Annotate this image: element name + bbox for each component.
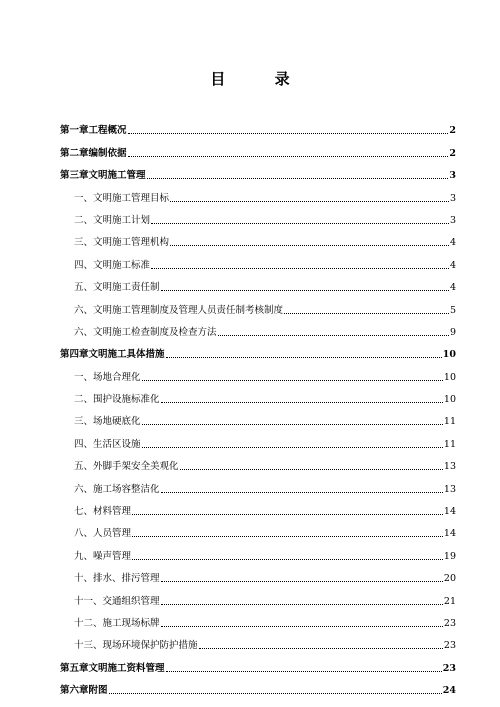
toc-entry-label: 一、场地合理化: [74, 371, 141, 383]
toc-section-entry[interactable]: [60, 248, 456, 270]
toc-page-number: 3: [449, 214, 456, 226]
toc-dot-leader: [170, 201, 449, 202]
toc-page-number: 14: [443, 506, 456, 518]
toc-dot-leader: [109, 693, 442, 694]
toc-entry-label: 六、施工场容整洁化: [74, 483, 160, 495]
toc-dot-leader: [142, 380, 443, 381]
toc-dot-leader: [142, 424, 443, 425]
toc-page-number: 5: [449, 304, 456, 316]
toc-entry-label: 五、外脚手架安全美观化: [74, 461, 179, 473]
toc-dot-leader: [161, 581, 443, 582]
toc-page-number: 11: [443, 416, 456, 428]
toc-entry-label: 八、人员管理: [74, 528, 132, 540]
toc-page-number: 13: [443, 483, 456, 495]
toc-page-number: 10: [443, 371, 456, 383]
toc-section-entry[interactable]: [60, 316, 456, 338]
toc-section-entry[interactable]: [60, 472, 456, 494]
toc-section-entry[interactable]: [60, 629, 456, 651]
toc-section-entry[interactable]: [60, 495, 456, 517]
toc-page-number: 23: [442, 662, 456, 674]
toc-page-number: 4: [449, 237, 456, 249]
toc-entry-label: 第三章文明施工管理: [60, 170, 146, 182]
toc-section-entry[interactable]: [60, 405, 456, 427]
toc-section-entry[interactable]: [60, 427, 456, 449]
toc-dot-leader: [218, 335, 449, 336]
toc-dot-leader: [166, 357, 442, 358]
toc-chapter-entry[interactable]: [60, 114, 456, 136]
toc-section-entry[interactable]: [60, 584, 456, 606]
toc-entry-label: 七、材料管理: [74, 506, 132, 518]
toc-section-entry[interactable]: [60, 562, 456, 584]
toc-section-entry[interactable]: [60, 271, 456, 293]
toc-page-number: 13: [443, 461, 456, 473]
toc-page-number: 4: [449, 282, 456, 294]
toc-page-number: 3: [449, 192, 456, 204]
toc-dot-leader: [161, 604, 443, 605]
toc-entry-label: 第二章编制依据: [60, 147, 127, 159]
toc-dot-leader: [151, 268, 449, 269]
toc-page-number: 9: [449, 326, 456, 338]
toc-section-entry[interactable]: [60, 383, 456, 405]
toc-dot-leader: [147, 178, 449, 179]
toc-entry-label: 二、围护设施标准化: [74, 394, 160, 406]
toc-entry-label: 第六章附图: [60, 685, 108, 697]
toc-dot-leader: [166, 671, 442, 672]
toc-page-number: 14: [443, 528, 456, 540]
toc-dot-leader: [132, 536, 443, 537]
toc-dot-leader: [128, 156, 449, 157]
toc-dot-leader: [128, 133, 449, 134]
toc-entry-label: 九、噪声管理: [74, 550, 132, 562]
toc-entry-label: 十三、现场环境保护防护措施: [74, 640, 198, 652]
toc-page-number: 4: [449, 259, 456, 271]
toc-section-entry[interactable]: [60, 360, 456, 382]
toc-chapter-entry[interactable]: [60, 674, 456, 696]
toc-page-number: 11: [443, 438, 456, 450]
toc-chapter-entry[interactable]: [60, 159, 456, 181]
toc-section-entry[interactable]: [60, 293, 456, 315]
toc-dot-leader: [180, 469, 443, 470]
toc-dot-leader: [161, 402, 443, 403]
toc-section-entry[interactable]: [60, 539, 456, 561]
toc-dot-leader: [151, 223, 449, 224]
toc-section-entry[interactable]: [60, 607, 456, 629]
toc-entry-label: 四、生活区设施: [74, 438, 141, 450]
toc-section-entry[interactable]: [60, 204, 456, 226]
toc-section-entry[interactable]: [60, 226, 456, 248]
toc-entry-label: 六、文明施工检查制度及检查方法: [74, 326, 217, 338]
toc-chapter-entry[interactable]: [60, 136, 456, 158]
toc-dot-leader: [199, 648, 443, 649]
toc-entry-label: 六、文明施工管理制度及管理人员责任制考核制度: [74, 304, 284, 316]
toc-chapter-entry[interactable]: [60, 338, 456, 360]
toc-dot-leader: [132, 559, 443, 560]
toc-entry-label: 二、文明施工计划: [74, 214, 151, 226]
toc-page-number: 21: [443, 595, 456, 607]
toc-entry-label: 第一章工程概况: [60, 125, 127, 137]
toc-entry-label: 一、文明施工管理目标: [74, 192, 170, 204]
toc-section-entry[interactable]: [60, 450, 456, 472]
toc-dot-leader: [284, 313, 449, 314]
toc-dot-leader: [132, 514, 443, 515]
toc-page-number: 3: [449, 170, 456, 182]
toc-entry-label: 十、排水、排污管理: [74, 573, 160, 585]
toc-page-number: 2: [449, 125, 456, 137]
toc-chapter-entry[interactable]: [60, 651, 456, 673]
toc-entry-label: 四、文明施工标准: [74, 259, 151, 271]
toc-page-number: 2: [449, 147, 456, 159]
toc-dot-leader: [161, 626, 443, 627]
toc-dot-leader: [170, 245, 449, 246]
toc-dot-leader: [161, 290, 449, 291]
toc-entry-label: 三、场地硬底化: [74, 416, 141, 428]
table-of-contents: [60, 114, 456, 696]
toc-page-number: 23: [443, 617, 456, 629]
toc-section-entry[interactable]: [60, 517, 456, 539]
toc-entry-label: 第四章文明施工具体措施: [60, 349, 165, 361]
toc-entry-label: 第五章文明施工资料管理: [60, 662, 165, 674]
toc-dot-leader: [161, 492, 443, 493]
toc-page-number: 23: [443, 640, 456, 652]
toc-dot-leader: [142, 447, 443, 448]
toc-page-number: 10: [443, 394, 456, 406]
toc-entry-label: 三、文明施工管理机构: [74, 237, 170, 249]
toc-entry-label: 十一、交通组织管理: [74, 595, 160, 607]
page-title: 目 录: [210, 70, 312, 88]
toc-page-number: 20: [443, 573, 456, 585]
toc-entry-label: 五、文明施工责任制: [74, 282, 160, 294]
toc-entry-label: 十二、施工现场标牌: [74, 617, 160, 629]
toc-page-number: 24: [442, 685, 456, 697]
toc-page-number: 10: [442, 349, 456, 361]
toc-section-entry[interactable]: [60, 181, 456, 203]
toc-page-number: 19: [443, 550, 456, 562]
